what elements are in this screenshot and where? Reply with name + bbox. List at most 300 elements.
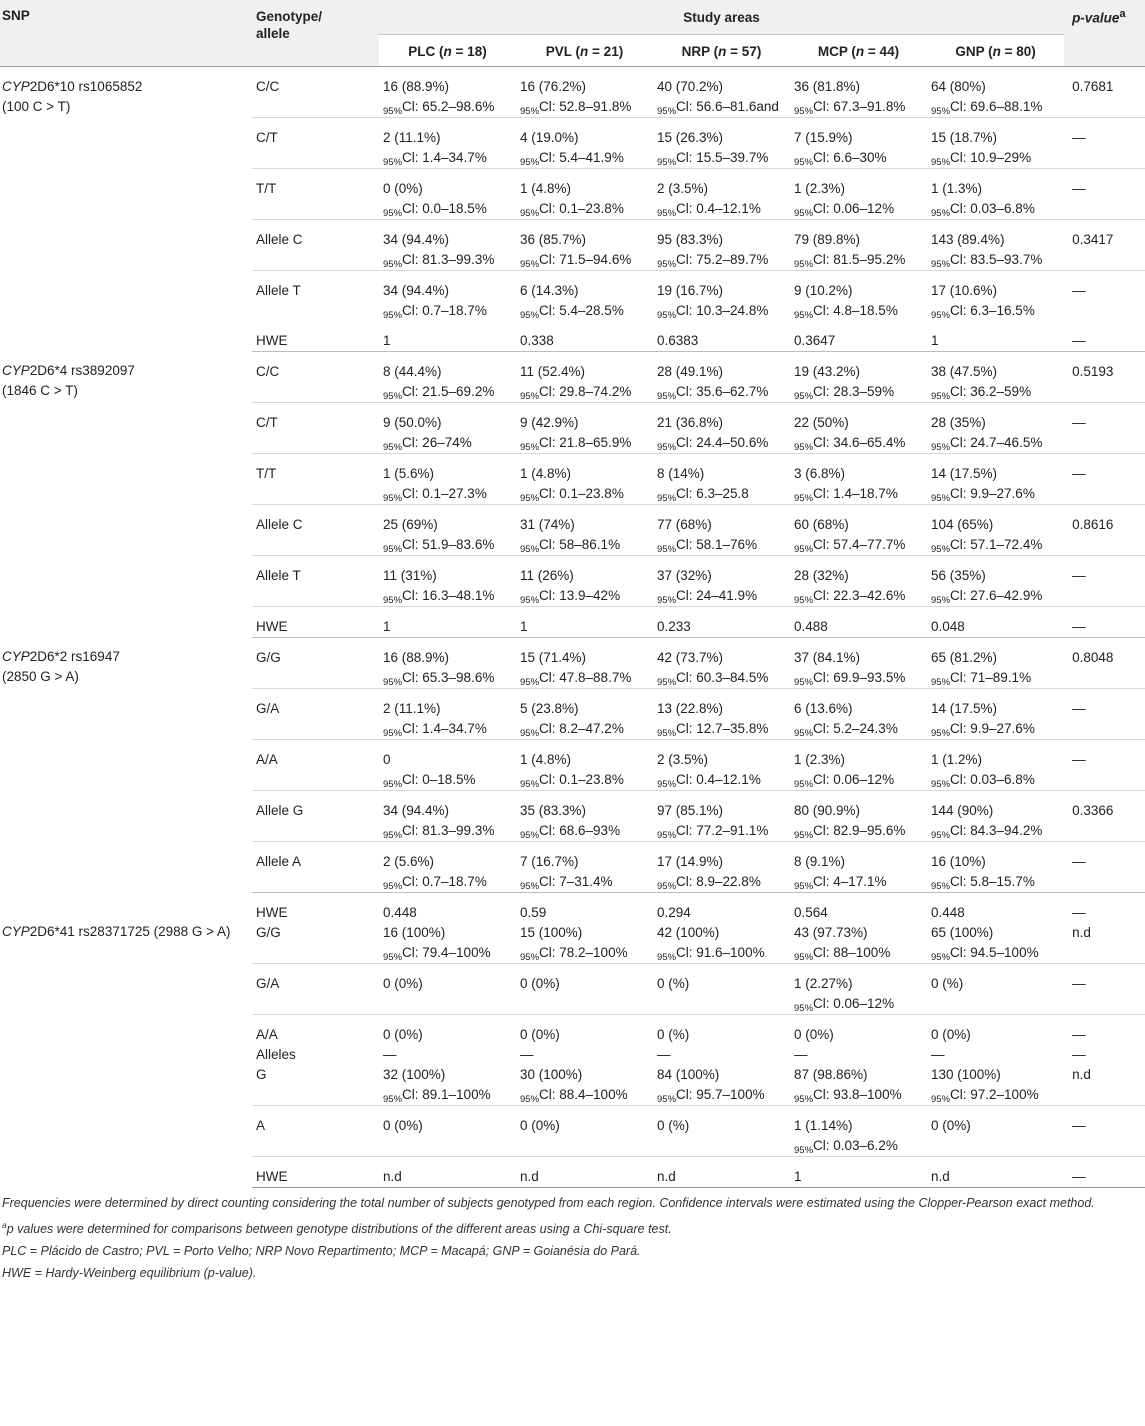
value-cell-pvl [516, 504, 653, 555]
value-cell-gnp [927, 1156, 1064, 1187]
genotype-name: C/C [256, 78, 280, 94]
cell-value: 13 (22.8%) [657, 700, 724, 716]
footnote: $^a$p values were determined for comparisons between genotype distributions of the different areas using a Chi-square test. [2, 1219, 672, 1236]
cell-ci: $_{95\%}$Cl: 6.6–30% [794, 149, 887, 168]
value-cell-mcp [790, 637, 927, 688]
genotype-label [252, 66, 379, 117]
ci-prefix: 95% [520, 951, 540, 963]
value-cell-gnp [927, 688, 1064, 739]
table-footnotes [0, 1188, 1145, 1282]
cell-value: 2 (11.1%) [383, 129, 441, 145]
table-row [0, 66, 1145, 117]
pvalue-cell [1064, 117, 1145, 168]
cell-ci: $_{95\%}$Cl: 67.3–91.8% [794, 98, 906, 117]
cell-value: 0 (%) [657, 1026, 690, 1042]
header-area-plc: PLC (n = 18) [379, 34, 516, 66]
value-cell-mcp [790, 1105, 927, 1156]
cell-value: 0 (0%) [794, 1026, 834, 1042]
value-cell-pvl [516, 688, 653, 739]
genotype-name: A/A [256, 1026, 278, 1042]
cell-value: 7 (15.9%) [794, 129, 853, 145]
ci-prefix: 95% [520, 880, 540, 892]
cell-ci: $_{95\%}$Cl: 81.3–99.3% [383, 822, 495, 841]
snp-name: 2D6*2 rs16947 [29, 649, 120, 664]
cell-ci: $_{95\%}$Cl: 26–74% [383, 434, 472, 453]
value-cell-nrp [653, 1014, 790, 1105]
cell-value: 28 (32%) [794, 567, 849, 583]
ci-prefix: 95% [794, 778, 814, 790]
footnote: Frequencies were determined by direct counting considering the total number of subjects genotyped from each region. Confidence intervals were estimated using the Clopper-Pearson exact method. [2, 1195, 1095, 1210]
value-cell-mcp [790, 504, 927, 555]
cell-value: 60 (68%) [794, 516, 849, 532]
value-cell-gnp [927, 637, 1064, 688]
cell-value: 0 (%) [657, 1117, 690, 1133]
cell-ci: $_{95\%}$Cl: 88.4–100% [520, 1086, 628, 1105]
cell-value: 79 (89.8%) [794, 231, 861, 247]
cell-ci: $_{95\%}$Cl: 22.3–42.6% [794, 587, 906, 606]
pvalue-cell [1064, 606, 1145, 637]
pvalue: — [1072, 180, 1086, 196]
cell-ci: $_{95\%}$Cl: 36.2–59% [931, 383, 1032, 402]
cell-value: 0.048 [931, 618, 965, 634]
ci-prefix: 95% [794, 1144, 814, 1156]
header-pvalue-sup: a [1119, 8, 1126, 20]
ci-prefix: 95% [520, 829, 540, 841]
cell-ci: $_{95\%}$Cl: 16.3–48.1% [383, 587, 495, 606]
cell-value: — [383, 1046, 397, 1062]
value-cell-gnp [927, 555, 1064, 606]
ci-prefix: 95% [657, 543, 677, 555]
cell-value: 1 (2.3%) [794, 751, 846, 767]
ci-prefix: 95% [657, 778, 677, 790]
cell-value: 21 (36.8%) [657, 414, 724, 430]
cell-value: 22 (50%) [794, 414, 849, 430]
cell-value: 11 (26%) [520, 567, 574, 583]
ci-prefix: 95% [383, 951, 403, 963]
value-cell-gnp [927, 351, 1064, 402]
footnote: PLC = Plácido de Castro; PVL = Porto Velho; NRP Novo Repartimento; MCP = Macapá; GNP = Goianésia do Pará. [2, 1243, 641, 1258]
ci-prefix: 95% [520, 390, 540, 402]
genotype-name: A [256, 1117, 266, 1133]
ci-prefix: 95% [383, 105, 403, 117]
cell-value: — [794, 1046, 808, 1062]
value-cell-pvl [516, 739, 653, 790]
ci-prefix: 95% [931, 880, 951, 892]
ci-prefix: 95% [657, 105, 677, 117]
value-cell-gnp [927, 1014, 1064, 1105]
header-area-n-symbol: n [992, 43, 1001, 59]
pvalue-cell [1064, 504, 1145, 555]
cell-ci: $_{95\%}$Cl: 9.9–27.6% [931, 485, 1035, 504]
ci-prefix: 95% [931, 207, 951, 219]
value-cell-mcp [790, 351, 927, 402]
cell-ci: $_{95\%}$Cl: 75.2–89.7% [657, 251, 769, 270]
ci-prefix: 95% [383, 594, 403, 606]
value-cell-plc [379, 637, 516, 688]
snp-name-cell [0, 892, 252, 1187]
value-cell-pvl [516, 402, 653, 453]
cell-value: 0 (0%) [383, 180, 423, 196]
cell-value: 1 [794, 1168, 802, 1184]
cell-value: 38 (47.5%) [931, 363, 998, 379]
pvalue-cell [1064, 963, 1145, 1014]
cell-value: 8 (9.1%) [794, 853, 846, 869]
pvalue-cell [1064, 892, 1145, 963]
ci-prefix: 95% [520, 105, 540, 117]
cell-ci: $_{95\%}$Cl: 21.5–69.2% [383, 383, 495, 402]
table-row [0, 637, 1145, 688]
value-cell-mcp [790, 117, 927, 168]
value-cell-plc [379, 963, 516, 1014]
value-cell-mcp [790, 892, 927, 963]
ci-prefix: 95% [383, 390, 403, 402]
genotype-label [252, 321, 379, 352]
cell-ci: $_{95\%}$Cl: 24.7–46.5% [931, 434, 1043, 453]
ci-prefix: 95% [520, 778, 540, 790]
ci-prefix: 95% [383, 778, 403, 790]
value-cell-gnp [927, 1105, 1064, 1156]
cell-value: 19 (43.2%) [794, 363, 861, 379]
hwe-pvalue: — [1072, 904, 1086, 920]
cell-value: 1 (1.2%) [931, 751, 983, 767]
value-cell-gnp [927, 892, 1064, 963]
cell-value: 0 (0%) [383, 1026, 423, 1042]
cell-ci: $_{95\%}$Cl: 83.5–93.7% [931, 251, 1043, 270]
cell-value: 1 (5.6%) [383, 465, 435, 481]
pvalue: 0.8048 [1072, 649, 1114, 665]
genotype-label [252, 555, 379, 606]
cell-value: 1 [931, 332, 939, 348]
pvalue-cell [1064, 168, 1145, 219]
value-cell-nrp [653, 555, 790, 606]
pvalue-cell [1064, 688, 1145, 739]
cell-ci: $_{95\%}$Cl: 93.8–100% [794, 1086, 902, 1105]
cell-ci: $_{95\%}$Cl: 0.06–12% [794, 200, 895, 219]
value-cell-pvl [516, 66, 653, 117]
cell-ci: $_{95\%}$Cl: 88–100% [794, 944, 891, 963]
value-cell-pvl [516, 351, 653, 402]
cell-value: 104 (65%) [931, 516, 994, 532]
cell-ci: $_{95\%}$Cl: 0.1–23.8% [520, 771, 624, 790]
pvalue: — [1072, 129, 1086, 145]
pvalue: — [1072, 1026, 1086, 1042]
cell-value: 14 (17.5%) [931, 465, 998, 481]
ci-prefix: 95% [657, 156, 677, 168]
genotype-name: Allele G [256, 802, 304, 818]
cell-value: 0 (0%) [520, 975, 560, 991]
hwe-value: 0.294 [657, 904, 691, 920]
cell-value: 2 (3.5%) [657, 751, 709, 767]
cell-ci: $_{95\%}$Cl: 0.03–6.8% [931, 200, 1035, 219]
value-cell-plc [379, 504, 516, 555]
cell-ci: $_{95\%}$Cl: 0.06–12% [794, 771, 895, 790]
genotype-label [252, 963, 379, 1014]
cell-ci: $_{95\%}$Cl: 0.7–18.7% [383, 873, 487, 892]
snp-gene: CYP [2, 649, 30, 664]
ci-prefix: 95% [794, 492, 814, 504]
pvalue-cell [1064, 1156, 1145, 1187]
pvalue-cell [1064, 351, 1145, 402]
ci-prefix: 95% [383, 1093, 403, 1105]
value-cell-gnp [927, 504, 1064, 555]
value-cell-pvl [516, 1156, 653, 1187]
value-cell-pvl [516, 321, 653, 352]
value-cell-nrp [653, 637, 790, 688]
value-cell-nrp [653, 841, 790, 892]
value-cell-mcp [790, 606, 927, 637]
cell-ci: $_{95\%}$Cl: 60.3–84.5% [657, 669, 769, 688]
cell-value: 16 (88.9%) [383, 649, 450, 665]
value-cell-mcp [790, 790, 927, 841]
header-genotype [252, 0, 379, 66]
ci-prefix: 95% [657, 492, 677, 504]
pvalue-cell [1064, 790, 1145, 841]
cell-ci: $_{95\%}$Cl: 0.03–6.8% [931, 771, 1035, 790]
ci-prefix: 95% [931, 727, 951, 739]
cell-ci: $_{95\%}$Cl: 58–86.1% [520, 536, 621, 555]
cell-ci: $_{95\%}$Cl: 81.5–95.2% [794, 251, 906, 270]
genotype-label [252, 1105, 379, 1156]
cell-ci: $_{95\%}$Cl: 9.9–27.6% [931, 720, 1035, 739]
cell-ci: $_{95\%}$Cl: 69.9–93.5% [794, 669, 906, 688]
ci-prefix: 95% [794, 156, 814, 168]
cell-value: 77 (68%) [657, 516, 712, 532]
cell-value: 0.6383 [657, 332, 699, 348]
cell-value: 28 (35%) [931, 414, 986, 430]
cell-value: 0 (0%) [520, 1117, 560, 1133]
cell-value: 64 (80%) [931, 78, 986, 94]
genotype-name: T/T [256, 180, 277, 196]
pvalue-cell [1064, 453, 1145, 504]
cell-ci: $_{95\%}$Cl: 65.2–98.6% [383, 98, 495, 117]
header-area-n-symbol: n [718, 43, 727, 59]
value-cell-plc [379, 168, 516, 219]
ci-prefix: 95% [520, 1093, 540, 1105]
ci-prefix: 95% [383, 543, 403, 555]
ci-prefix: 95% [383, 727, 403, 739]
cell-ci: $_{95\%}$Cl: 0.1–27.3% [383, 485, 487, 504]
pvalue-cell [1064, 841, 1145, 892]
ci-prefix: 95% [931, 258, 951, 270]
pvalue: 0.7681 [1072, 78, 1114, 94]
genotype-label [252, 1014, 379, 1105]
pvalue: 0.3417 [1072, 231, 1114, 247]
ci-prefix: 95% [657, 594, 677, 606]
cell-value: 1 (4.8%) [520, 465, 572, 481]
cell-value: 16 (10%) [931, 853, 986, 869]
value-cell-plc [379, 351, 516, 402]
ci-prefix: 95% [931, 156, 951, 168]
pvalue: — [1072, 1046, 1086, 1062]
ci-prefix: 95% [931, 594, 951, 606]
pvalue: — [1072, 567, 1086, 583]
cell-ci: $_{95\%}$Cl: 24–41.9% [657, 587, 758, 606]
value-cell-nrp [653, 219, 790, 270]
cell-value: 40 (70.2%) [657, 78, 724, 94]
ci-prefix: 95% [931, 676, 951, 688]
header-pvalue-text: p-value [1072, 10, 1120, 26]
cell-value: 14 (17.5%) [931, 700, 998, 716]
cell-value: 0.488 [794, 618, 828, 634]
ci-prefix: 95% [520, 309, 540, 321]
ci-prefix: 95% [794, 1002, 814, 1014]
hwe-value: 0.448 [383, 904, 417, 920]
value-cell-nrp [653, 351, 790, 402]
value-cell-mcp [790, 168, 927, 219]
cell-value: n.d [383, 1168, 402, 1184]
hwe-value: 0.448 [931, 904, 965, 920]
value-cell-plc [379, 270, 516, 321]
genotype-name: Allele T [256, 282, 301, 298]
header-pvalue [1064, 0, 1145, 66]
cell-value: — [520, 1046, 534, 1062]
cell-value: 1 [383, 332, 391, 348]
value-cell-nrp [653, 892, 790, 963]
cell-ci: $_{95\%}$Cl: 0.0–18.5% [383, 200, 487, 219]
value-cell-nrp [653, 453, 790, 504]
pvalue: — [1072, 618, 1086, 634]
header-area-pvl: PVL (n = 21) [516, 34, 653, 66]
pvalue: n.d [1072, 924, 1091, 940]
cell-value: 16 (88.9%) [383, 78, 450, 94]
genotype-label [252, 453, 379, 504]
ci-prefix: 95% [657, 1093, 677, 1105]
hwe-value: 0.59 [520, 904, 547, 920]
cell-value: 8 (44.4%) [383, 363, 442, 379]
value-cell-mcp [790, 739, 927, 790]
cell-value: 11 (52.4%) [520, 363, 586, 379]
value-cell-plc [379, 555, 516, 606]
cell-value: 6 (13.6%) [794, 700, 853, 716]
header-area-n-symbol: n [580, 43, 589, 59]
ci-prefix: 95% [931, 951, 951, 963]
value-cell-mcp [790, 66, 927, 117]
pvalue: — [1072, 751, 1086, 767]
cell-ci: $_{95\%}$Cl: 5.4–28.5% [520, 302, 624, 321]
value-cell-plc [379, 453, 516, 504]
cell-ci: $_{95\%}$Cl: 65.3–98.6% [383, 669, 495, 688]
value-cell-plc [379, 1156, 516, 1187]
cell-ci: $_{95\%}$Cl: 68.6–93% [520, 822, 621, 841]
cell-value: 34 (94.4%) [383, 231, 450, 247]
cell-value: — [657, 1046, 671, 1062]
value-cell-nrp [653, 739, 790, 790]
ci-prefix: 95% [657, 309, 677, 321]
cell-value: 15 (100%) [520, 924, 583, 940]
table-body [0, 66, 1145, 1187]
value-cell-gnp [927, 453, 1064, 504]
cell-value: 56 (35%) [931, 567, 986, 583]
ci-prefix: 95% [657, 258, 677, 270]
table-header [0, 0, 1145, 66]
cell-value: 5 (23.8%) [520, 700, 579, 716]
cell-value: 34 (94.4%) [383, 802, 450, 818]
pvalue: — [1072, 700, 1086, 716]
cell-value: 0.338 [520, 332, 554, 348]
cell-value: 4 (19.0%) [520, 129, 579, 145]
ci-prefix: 95% [383, 676, 403, 688]
value-cell-nrp [653, 270, 790, 321]
value-cell-nrp [653, 402, 790, 453]
genotype-label [252, 168, 379, 219]
header-area-mcp: MCP (n = 44) [790, 34, 927, 66]
cell-ci: $_{95\%}$Cl: 94.5–100% [931, 944, 1039, 963]
pvalue: — [1072, 975, 1086, 991]
cell-ci: $_{95\%}$Cl: 5.8–15.7% [931, 873, 1035, 892]
snp-name-cell [0, 66, 252, 351]
cell-ci: $_{95\%}$Cl: 15.5–39.7% [657, 149, 769, 168]
pvalue: 0.8616 [1072, 516, 1114, 532]
cell-value: 8 (14%) [657, 465, 705, 481]
cell-value: 1 [520, 618, 528, 634]
value-cell-gnp [927, 841, 1064, 892]
value-cell-pvl [516, 637, 653, 688]
pvalue: — [1072, 282, 1086, 298]
pvalue: — [1072, 853, 1086, 869]
ci-prefix: 95% [657, 207, 677, 219]
cell-value: 15 (71.4%) [520, 649, 587, 665]
snp-name-cell [0, 351, 252, 637]
value-cell-nrp [653, 1156, 790, 1187]
genotype-name: G/A [256, 975, 280, 991]
value-cell-plc [379, 321, 516, 352]
ci-prefix: 95% [931, 543, 951, 555]
value-cell-nrp [653, 66, 790, 117]
value-cell-pvl [516, 892, 653, 963]
table-row [0, 892, 1145, 963]
pvalue-cell [1064, 555, 1145, 606]
value-cell-mcp [790, 402, 927, 453]
ci-prefix: 95% [931, 1093, 951, 1105]
ci-prefix: 95% [383, 492, 403, 504]
cell-value: 36 (81.8%) [794, 78, 861, 94]
value-cell-pvl [516, 270, 653, 321]
ci-prefix: 95% [794, 1093, 814, 1105]
cell-ci: $_{95\%}$Cl: 5.4–41.9% [520, 149, 624, 168]
cell-value: 0 (0%) [520, 1026, 560, 1042]
cell-ci: $_{95\%}$Cl: 10.9–29% [931, 149, 1032, 168]
cell-value: 0 (%) [931, 975, 964, 991]
cell-value: 43 (97.73%) [794, 924, 868, 940]
ci-prefix: 95% [383, 207, 403, 219]
value-cell-gnp [927, 117, 1064, 168]
cell-value: 0 (0%) [383, 975, 423, 991]
genotype-name: C/T [256, 414, 278, 430]
cell-ci: $_{95\%}$Cl: 0–18.5% [383, 771, 476, 790]
cell-value: 0 (0%) [383, 1117, 423, 1133]
value-cell-nrp [653, 321, 790, 352]
cell-ci: $_{95\%}$Cl: 1.4–34.7% [383, 149, 487, 168]
ci-prefix: 95% [931, 309, 951, 321]
pvalue-cell [1064, 1105, 1145, 1156]
cell-value: 1 (2.27%) [794, 975, 853, 991]
cell-ci: $_{95\%}$Cl: 81.3–99.3% [383, 251, 495, 270]
pvalue-cell [1064, 66, 1145, 117]
cell-ci: $_{95\%}$Cl: 57.4–77.7% [794, 536, 906, 555]
genotype-name: Allele C [256, 516, 303, 532]
ci-prefix: 95% [520, 594, 540, 606]
cell-ci: $_{95\%}$Cl: 0.7–18.7% [383, 302, 487, 321]
genotype-label [252, 892, 379, 963]
genotype-label [252, 637, 379, 688]
value-cell-mcp [790, 688, 927, 739]
cell-value: 1 [383, 618, 391, 634]
value-cell-pvl [516, 606, 653, 637]
value-cell-gnp [927, 963, 1064, 1014]
cell-value: 1 (1.14%) [794, 1117, 853, 1133]
genotype-name: HWE [256, 1168, 288, 1184]
cell-ci: $_{95\%}$Cl: 1.4–34.7% [383, 720, 487, 739]
